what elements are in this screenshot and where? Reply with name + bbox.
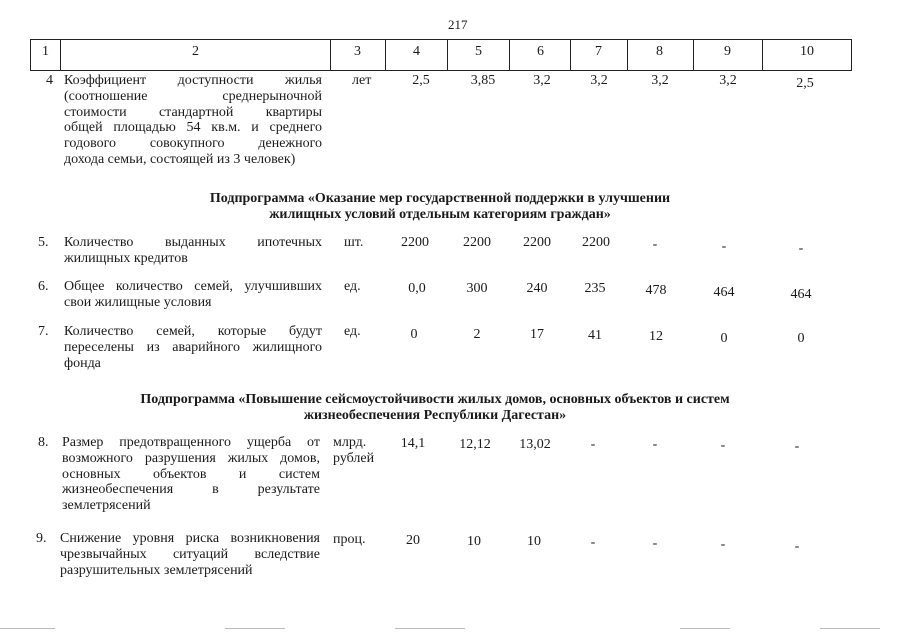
- indicator-name-line: основных объектов и систем: [62, 466, 320, 482]
- indicator-name: [64, 73, 322, 168]
- value-cell: 2: [473, 327, 481, 342]
- indicator-name-line: фонда: [64, 355, 101, 371]
- indicator-name-line: общей площадью 54 кв.м. и среднего: [64, 120, 322, 136]
- indicator-name-line: возможного разрушения жилых домов,: [62, 450, 320, 466]
- value-cell: 10: [467, 534, 481, 549]
- indicator-name: [64, 235, 322, 267]
- indicator-name-line: Снижение уровня риска возникновения: [60, 531, 320, 546]
- header-col-4: 4: [413, 44, 420, 59]
- table-header-divider: [693, 39, 694, 71]
- value-cell: 2,5: [796, 76, 814, 91]
- scan-artifact: [225, 628, 285, 629]
- unit: шт.: [344, 235, 364, 250]
- row-number: 9.: [36, 531, 47, 546]
- value-cell: 3,2: [590, 73, 608, 88]
- header-col-2: 2: [192, 44, 199, 59]
- value-cell: 17: [530, 327, 544, 342]
- indicator-name-line: Общее количество семей, улучшивших: [64, 279, 322, 294]
- value-cell: 3,85: [470, 73, 496, 88]
- value-cell: -: [652, 237, 658, 252]
- subprogram-heading-line: жизнеобеспечения Республики Дагестан»: [303, 408, 567, 423]
- value-cell: -: [794, 439, 800, 454]
- value-cell: -: [652, 437, 658, 452]
- value-cell: -: [794, 539, 800, 554]
- indicator-name-line: годового совокупного денежного: [64, 136, 322, 152]
- value-cell: 20: [406, 533, 420, 548]
- table-header-divider: [385, 39, 386, 71]
- unit-line: рублей: [333, 450, 375, 466]
- table-header-bottom-border: [30, 70, 852, 71]
- table-header-divider: [60, 39, 61, 71]
- value-cell: 0: [720, 331, 728, 346]
- table-header-divider: [851, 39, 852, 71]
- subprogram-heading: [120, 191, 760, 223]
- value-cell: -: [652, 536, 658, 551]
- indicator-name: [60, 531, 320, 578]
- unit: лет: [352, 73, 372, 88]
- value-cell: -: [720, 438, 726, 453]
- header-col-9: 9: [724, 44, 731, 59]
- scan-artifact: [395, 628, 465, 629]
- value-cell: 0: [410, 327, 418, 342]
- row-number: 4: [46, 73, 53, 88]
- indicator-name-line: жилищных кредитов: [64, 250, 188, 266]
- unit: [333, 435, 374, 467]
- indicator-name-line: Количество выданных ипотечных: [64, 235, 322, 250]
- indicator-name-line: землетрясений: [62, 498, 151, 514]
- value-cell: -: [798, 241, 804, 256]
- indicator-name: [64, 324, 322, 371]
- header-col-10: 10: [800, 44, 814, 59]
- unit: ед.: [344, 279, 361, 294]
- indicator-name-line: свои жилищные условия: [64, 294, 212, 310]
- header-col-8: 8: [656, 44, 663, 59]
- subprogram-heading-line: жилищных условий отдельным категориям граждан»: [269, 207, 611, 222]
- header-col-3: 3: [354, 44, 361, 59]
- table-header-divider: [627, 39, 628, 71]
- value-cell: 478: [645, 283, 667, 298]
- value-cell: 14,1: [400, 436, 426, 451]
- value-cell: 2200: [463, 235, 491, 250]
- value-cell: 3,2: [533, 73, 551, 88]
- table-header-divider: [509, 39, 510, 71]
- indicator-name-line: чрезвычайных ситуаций вследствие: [60, 546, 320, 562]
- subprogram-heading-line: Подпрограмма «Оказание мер государственной поддержки в улучшении: [209, 191, 671, 206]
- header-col-6: 6: [537, 44, 544, 59]
- value-cell: 13,02: [519, 437, 551, 452]
- value-cell: 0: [797, 331, 805, 346]
- value-cell: 3,2: [719, 73, 737, 88]
- indicator-name-line: стоимости стандартной квартиры: [64, 104, 322, 120]
- table-header-divider: [30, 39, 31, 71]
- value-cell: 12,12: [459, 437, 491, 452]
- value-cell: 235: [584, 281, 606, 296]
- indicator-name-line: (соотношение среднерыночной: [64, 88, 322, 104]
- value-cell: 12: [649, 329, 663, 344]
- indicator-name-line: жизнеобеспечения в результате: [62, 482, 320, 498]
- table-header-top-border: [30, 39, 852, 40]
- unit: ед.: [344, 324, 361, 339]
- value-cell: 464: [790, 287, 812, 302]
- value-cell: -: [590, 437, 596, 452]
- value-cell: 2200: [582, 235, 610, 250]
- table-header-divider: [570, 39, 571, 71]
- value-cell: 2,5: [412, 73, 430, 88]
- value-cell: 0,0: [408, 281, 426, 296]
- value-cell: 3,2: [651, 73, 669, 88]
- row-number: 5.: [38, 235, 49, 250]
- value-cell: 2200: [523, 235, 551, 250]
- indicator-name: [64, 279, 322, 311]
- row-number: 7.: [38, 324, 49, 339]
- unit-line: млрд.: [333, 435, 367, 450]
- indicator-name-line: Коэффициент доступности жилья: [64, 73, 322, 88]
- subprogram-heading: [95, 392, 775, 424]
- row-number: 6.: [38, 279, 49, 294]
- value-cell: 2200: [401, 235, 429, 250]
- value-cell: 41: [588, 328, 602, 343]
- header-col-1: 1: [42, 44, 49, 59]
- row-number: 8.: [38, 435, 49, 450]
- value-cell: 240: [526, 281, 548, 296]
- indicator-name-line: разрушительных землетрясений: [60, 562, 253, 578]
- indicator-name-line: Размер предотвращенного ущерба от: [62, 435, 320, 450]
- page-number: 217: [448, 17, 468, 32]
- header-col-7: 7: [595, 44, 602, 59]
- header-col-5: 5: [475, 44, 482, 59]
- table-header-divider: [762, 39, 763, 71]
- indicator-name: [62, 435, 320, 514]
- indicator-name-line: дохода семьи, состоящей из 3 человек): [64, 151, 296, 167]
- unit: проц.: [333, 532, 366, 547]
- value-cell: -: [590, 535, 596, 550]
- value-cell: -: [720, 537, 726, 552]
- value-cell: 10: [527, 534, 541, 549]
- indicator-name-line: Количество семей, которые будут: [64, 324, 322, 339]
- table-header-divider: [330, 39, 331, 71]
- value-cell: -: [721, 239, 727, 254]
- value-cell: 464: [713, 285, 735, 300]
- value-cell: 300: [466, 281, 488, 296]
- scan-artifact: [680, 628, 730, 629]
- indicator-name-line: переселены из аварийного жилищного: [64, 339, 322, 355]
- scan-artifact: [0, 628, 55, 629]
- scan-artifact: [820, 628, 880, 629]
- subprogram-heading-line: Подпрограмма «Повышение сейсмоустойчивости жилых домов, основных объектов и систем: [140, 392, 730, 407]
- table-header-divider: [447, 39, 448, 71]
